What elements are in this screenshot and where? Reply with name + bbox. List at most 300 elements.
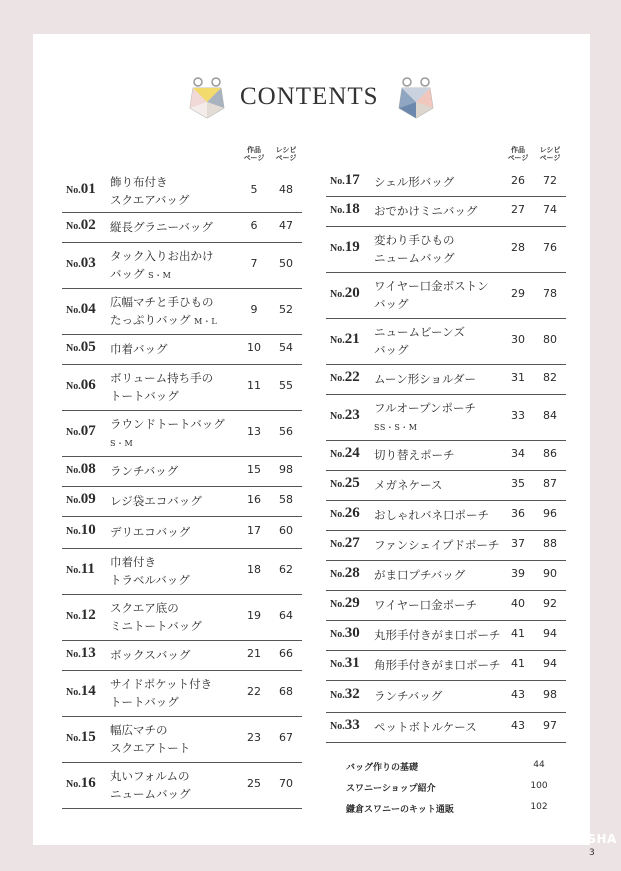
item-name	[374, 718, 477, 736]
number-value: 20	[344, 285, 360, 301]
number-value: 14	[80, 683, 96, 699]
item-name-text: スクエアトート	[110, 741, 191, 755]
item-name-line	[110, 173, 189, 191]
item-number	[66, 423, 96, 440]
contents-row	[326, 530, 566, 561]
item-name-text: トートバッグ	[110, 695, 179, 709]
page-number: 3	[589, 848, 595, 858]
item-name	[374, 399, 476, 437]
item-name-line	[110, 265, 214, 285]
item-name-line	[110, 739, 190, 757]
item-name-text: ラウンドトートバッグ	[110, 417, 225, 431]
item-number	[330, 172, 360, 189]
number-prefix: No.	[330, 335, 345, 346]
number-prefix: No.	[66, 687, 81, 698]
work-page: 31	[511, 371, 525, 384]
contents-row	[62, 212, 302, 243]
work-page: 25	[247, 777, 261, 790]
item-name-text: ムーン形ショルダー	[374, 372, 477, 386]
number-prefix: No.	[66, 649, 81, 660]
number-value: 24	[344, 445, 360, 461]
number-value: 13	[80, 645, 96, 661]
number-prefix: No.	[66, 185, 81, 196]
recipe-page: 58	[279, 493, 293, 506]
item-name	[374, 656, 501, 674]
number-prefix: No.	[330, 289, 345, 300]
work-page: 5	[250, 183, 258, 196]
number-prefix: No.	[330, 629, 345, 640]
item-name-text: バッグ	[374, 297, 409, 311]
item-number	[66, 461, 96, 478]
item-name	[110, 415, 225, 453]
col-header-work	[241, 146, 267, 162]
item-name-line	[374, 718, 477, 736]
number-prefix: No.	[66, 381, 81, 392]
contents-row	[326, 394, 566, 441]
number-value: 30	[344, 625, 360, 641]
item-name	[374, 536, 499, 554]
item-name-line	[374, 341, 465, 359]
item-name-text: バッグ	[374, 343, 409, 357]
work-page: 7	[250, 257, 258, 270]
number-value: 33	[344, 717, 360, 733]
recipe-page: 97	[543, 719, 557, 732]
recipe-page: 48	[279, 183, 293, 196]
item-name-line	[374, 295, 489, 313]
item-name-text: バッグ	[110, 267, 145, 281]
item-name	[374, 231, 455, 267]
item-name-text: 縦長グラニーバッグ	[110, 220, 213, 234]
contents-row	[62, 716, 302, 763]
item-name-text: がま口プチバッグ	[374, 568, 466, 582]
page-title: CONTENTS	[240, 83, 379, 110]
number-prefix: No.	[330, 176, 345, 187]
bag-pink-icon	[188, 72, 226, 120]
recipe-page: 74	[543, 203, 557, 216]
item-name-text: ワイヤー口金ポーチ	[374, 598, 478, 612]
item-name-text: サイドポケット付き	[110, 677, 213, 691]
item-name-text: 巾着付き	[110, 555, 156, 569]
item-name-text: トートバッグ	[110, 389, 179, 403]
item-name	[110, 462, 178, 480]
item-name	[110, 247, 214, 285]
contents-row	[62, 334, 302, 365]
work-page: 41	[511, 627, 525, 640]
number-prefix: No.	[66, 495, 81, 506]
work-page: 35	[511, 477, 525, 490]
contents-row	[62, 364, 302, 411]
recipe-page: 62	[279, 563, 293, 576]
recipe-page: 50	[279, 257, 293, 270]
number-value: 17	[344, 172, 360, 188]
item-name-text: ランチバッグ	[110, 464, 179, 478]
item-name-line	[110, 462, 178, 480]
contents-row	[62, 456, 302, 487]
item-number	[66, 255, 96, 272]
item-name	[110, 293, 217, 331]
item-name-line	[110, 571, 190, 589]
number-value: 08	[80, 461, 96, 477]
item-name-line	[374, 277, 489, 295]
number-value: 31	[344, 655, 360, 671]
extra-page: 44	[533, 760, 545, 770]
number-value: 26	[344, 505, 360, 521]
contents-row	[326, 318, 566, 365]
work-page: 41	[511, 657, 525, 670]
item-name-text: トラベルバッグ	[110, 573, 190, 587]
item-name	[110, 646, 190, 664]
publisher-logo: BOUTIQUE-SHA	[508, 832, 617, 846]
item-number	[330, 239, 360, 256]
recipe-page: 98	[543, 688, 557, 701]
col-header-work-right-text: 作品 ページ	[507, 146, 529, 162]
recipe-page: 86	[543, 447, 557, 460]
item-name-line	[110, 785, 191, 803]
item-number	[330, 201, 360, 218]
number-value: 12	[80, 607, 96, 623]
item-name-text: シェル形バッグ	[374, 175, 455, 189]
item-name-text: ボリューム持ち手の	[110, 371, 214, 385]
item-name-line	[110, 247, 214, 265]
item-number	[330, 445, 360, 462]
recipe-page: 90	[543, 567, 557, 580]
item-name-text: 丸形手付きがま口ポーチ	[374, 628, 501, 642]
work-page: 23	[247, 731, 261, 744]
item-name-line	[110, 693, 212, 711]
item-name-line	[110, 311, 217, 331]
item-name	[110, 218, 213, 236]
item-number	[66, 775, 96, 792]
recipe-page: 80	[543, 333, 557, 346]
item-number	[66, 683, 96, 700]
item-name-line	[374, 656, 501, 674]
item-name-line	[374, 231, 455, 249]
item-name	[110, 173, 189, 209]
contents-row	[62, 762, 302, 809]
item-size: S・M	[110, 439, 134, 448]
number-prefix: No.	[330, 243, 345, 254]
item-name-text: ニュームバッグ	[374, 251, 455, 265]
item-name	[110, 553, 190, 589]
work-page: 27	[511, 203, 525, 216]
recipe-page: 84	[543, 409, 557, 422]
recipe-page: 82	[543, 371, 557, 384]
contents-row	[62, 516, 302, 549]
item-name-line	[110, 675, 212, 693]
number-value: 21	[344, 331, 360, 347]
extra-page: 102	[530, 802, 548, 812]
contents-row	[326, 590, 566, 621]
recipe-page: 94	[543, 627, 557, 640]
contents-row	[326, 168, 566, 197]
item-name-line	[374, 173, 454, 191]
number-prefix: No.	[330, 659, 345, 670]
contents-row	[326, 650, 566, 681]
recipe-page: 87	[543, 477, 557, 490]
recipe-page: 47	[279, 219, 293, 232]
item-name-line	[110, 646, 190, 664]
work-page: 9	[250, 303, 258, 316]
number-value: 07	[80, 423, 96, 439]
number-value: 06	[80, 377, 96, 393]
item-number	[330, 565, 360, 582]
item-name	[374, 202, 477, 220]
item-number	[66, 491, 96, 508]
number-prefix: No.	[330, 449, 345, 460]
recipe-page: 76	[543, 241, 557, 254]
work-page: 11	[247, 379, 261, 392]
recipe-page: 60	[279, 524, 293, 537]
extra-label: 鎌倉スワニーのキット通販	[346, 805, 454, 815]
recipe-page: 64	[279, 609, 293, 622]
item-number	[330, 505, 360, 522]
contents-row	[62, 640, 302, 671]
item-name-text: 丸いフォルムの	[110, 769, 190, 783]
contents-row	[326, 272, 566, 319]
number-prefix: No.	[66, 565, 81, 576]
item-name-text: おでかけミニバッグ	[374, 204, 478, 218]
item-name-text: ワイヤー口金ボストン	[374, 279, 489, 293]
item-number	[66, 729, 96, 746]
contents-row	[62, 170, 302, 213]
work-page: 33	[511, 409, 525, 422]
number-value: 23	[344, 407, 360, 423]
item-name-line	[374, 370, 476, 388]
number-value: 32	[344, 686, 360, 702]
item-name	[110, 492, 202, 510]
col-header-recipe-right-text: レシピ ページ	[539, 146, 561, 162]
work-page: 43	[511, 688, 525, 701]
work-page: 10	[247, 341, 261, 354]
item-number	[330, 625, 360, 642]
number-value: 29	[344, 595, 360, 611]
item-name	[110, 369, 213, 405]
number-prefix: No.	[66, 611, 81, 622]
item-name-text: ミニトートバッグ	[110, 619, 202, 633]
item-name-line	[110, 492, 202, 510]
item-name-line	[374, 446, 455, 464]
contents-row	[62, 594, 302, 641]
item-name-text: 巾着バッグ	[110, 342, 168, 356]
item-name-line	[110, 523, 190, 541]
work-page: 43	[511, 719, 525, 732]
number-prefix: No.	[66, 259, 81, 270]
work-page: 18	[247, 563, 261, 576]
work-page: 22	[247, 685, 261, 698]
number-value: 11	[80, 561, 95, 577]
item-number	[330, 369, 360, 386]
contents-row	[326, 226, 566, 273]
item-name-line	[374, 566, 465, 584]
number-value: 03	[80, 255, 96, 271]
recipe-page: 52	[279, 303, 293, 316]
work-page: 28	[511, 241, 525, 254]
number-prefix: No.	[66, 427, 81, 438]
work-page: 19	[247, 609, 261, 622]
item-name	[110, 340, 168, 358]
number-value: 19	[344, 239, 360, 255]
item-name-line	[110, 191, 189, 209]
number-prefix: No.	[66, 343, 81, 354]
number-value: 02	[80, 217, 96, 233]
item-name	[110, 523, 190, 541]
contents-row	[326, 560, 566, 591]
item-name-line	[374, 249, 455, 267]
contents-row	[326, 680, 566, 713]
work-page: 36	[511, 507, 525, 520]
item-name-line	[110, 617, 202, 635]
work-page: 30	[511, 333, 525, 346]
item-name	[374, 173, 454, 191]
work-page: 16	[247, 493, 261, 506]
number-prefix: No.	[330, 539, 345, 550]
number-value: 28	[344, 565, 360, 581]
recipe-page: 68	[279, 685, 293, 698]
work-page: 6	[250, 219, 258, 232]
item-size: M・L	[194, 317, 218, 326]
number-value: 10	[80, 522, 96, 538]
item-name	[374, 323, 465, 359]
number-prefix: No.	[66, 733, 81, 744]
item-name	[110, 721, 190, 757]
item-name-text: 幅広マチの	[110, 723, 168, 737]
number-prefix: No.	[66, 465, 81, 476]
item-name	[374, 476, 442, 494]
item-number	[330, 717, 360, 734]
recipe-page: 55	[279, 379, 293, 392]
recipe-page: 70	[279, 777, 293, 790]
number-prefix: No.	[330, 411, 345, 422]
item-size: S・M	[148, 271, 172, 280]
recipe-page: 72	[543, 174, 557, 187]
item-name-line	[110, 767, 191, 785]
item-name-text: スクエアバッグ	[110, 193, 190, 207]
item-name-line	[110, 599, 202, 617]
item-number	[66, 301, 96, 318]
number-prefix: No.	[66, 221, 81, 232]
item-number	[66, 217, 96, 234]
item-name-line	[110, 340, 168, 358]
item-name-text: 角形手付きがま口ポーチ	[374, 658, 501, 672]
item-number	[330, 686, 360, 703]
recipe-page: 98	[279, 463, 293, 476]
extra-page: 100	[530, 781, 548, 791]
item-name	[110, 675, 212, 711]
item-number	[66, 522, 96, 539]
item-name-text: メガネケース	[374, 478, 443, 492]
recipe-page: 92	[543, 597, 557, 610]
item-name-line	[110, 387, 213, 405]
item-name-text: タック入りお出かけ	[110, 249, 214, 263]
contents-row	[326, 364, 566, 395]
item-name-text: ニュームビーンズ	[374, 325, 465, 339]
item-name-line	[110, 293, 217, 311]
item-name-line	[374, 506, 489, 524]
number-prefix: No.	[66, 305, 81, 316]
item-name	[110, 599, 202, 635]
col-header-recipe-right	[535, 146, 565, 162]
number-value: 04	[80, 301, 96, 317]
item-name-text: ファンシェイプドポーチ	[374, 538, 500, 552]
number-prefix: No.	[66, 779, 81, 790]
work-page: 13	[247, 425, 261, 438]
item-name-text: おしゃれバネ口ポーチ	[374, 508, 489, 522]
contents-row	[326, 712, 566, 743]
number-prefix: No.	[330, 205, 345, 216]
item-name-line	[374, 202, 477, 220]
item-number	[330, 407, 360, 424]
contents-row	[62, 288, 302, 335]
item-name	[374, 277, 489, 313]
number-prefix: No.	[330, 479, 345, 490]
contents-row	[62, 242, 302, 289]
recipe-page: 88	[543, 537, 557, 550]
work-page: 17	[247, 524, 261, 537]
item-number	[330, 655, 360, 672]
item-number	[66, 561, 95, 578]
item-name	[374, 566, 465, 584]
item-name-line	[110, 721, 190, 739]
number-value: 15	[80, 729, 96, 745]
item-name-text: ペットボトルケース	[374, 720, 477, 734]
work-page: 37	[511, 537, 525, 550]
work-page: 39	[511, 567, 525, 580]
item-name	[374, 506, 489, 524]
number-value: 18	[344, 201, 360, 217]
item-name-line	[374, 626, 501, 644]
item-name-line	[110, 369, 213, 387]
number-value: 09	[80, 491, 96, 507]
col-header-recipe-text: レシピ ページ	[275, 146, 297, 162]
work-page: 26	[511, 174, 525, 187]
number-value: 27	[344, 535, 360, 551]
item-number	[66, 645, 96, 662]
item-name	[374, 370, 476, 388]
item-name-text: 切り替えポーチ	[374, 448, 455, 462]
item-name-line	[374, 323, 465, 341]
item-name-line	[110, 218, 213, 236]
recipe-page: 54	[279, 341, 293, 354]
contents-row	[62, 548, 302, 595]
extra-label: スワニーショップ紹介	[346, 784, 436, 794]
item-name	[374, 596, 477, 614]
item-number	[330, 285, 360, 302]
item-name-text: ニュームバッグ	[110, 787, 191, 801]
col-header-work-text: 作品 ページ	[243, 146, 265, 162]
recipe-page: 78	[543, 287, 557, 300]
recipe-page: 96	[543, 507, 557, 520]
item-name-line	[374, 399, 476, 417]
item-number	[330, 595, 360, 612]
contents-row	[326, 500, 566, 531]
recipe-page: 94	[543, 657, 557, 670]
col-header-recipe	[271, 146, 301, 162]
item-name-text: レジ袋エコバッグ	[110, 494, 202, 508]
item-name	[374, 446, 455, 464]
item-name-line	[374, 687, 442, 705]
number-value: 16	[80, 775, 96, 791]
item-name-line	[110, 433, 225, 453]
item-name-line	[110, 553, 190, 571]
item-name-text: 変わり手ひもの	[374, 233, 455, 247]
item-name	[110, 767, 191, 803]
contents-row	[326, 440, 566, 471]
contents-row	[326, 620, 566, 651]
recipe-page: 66	[279, 647, 293, 660]
item-name-text: フルオープンポーチ	[374, 401, 477, 415]
number-prefix: No.	[330, 373, 345, 384]
contents-row	[62, 486, 302, 517]
